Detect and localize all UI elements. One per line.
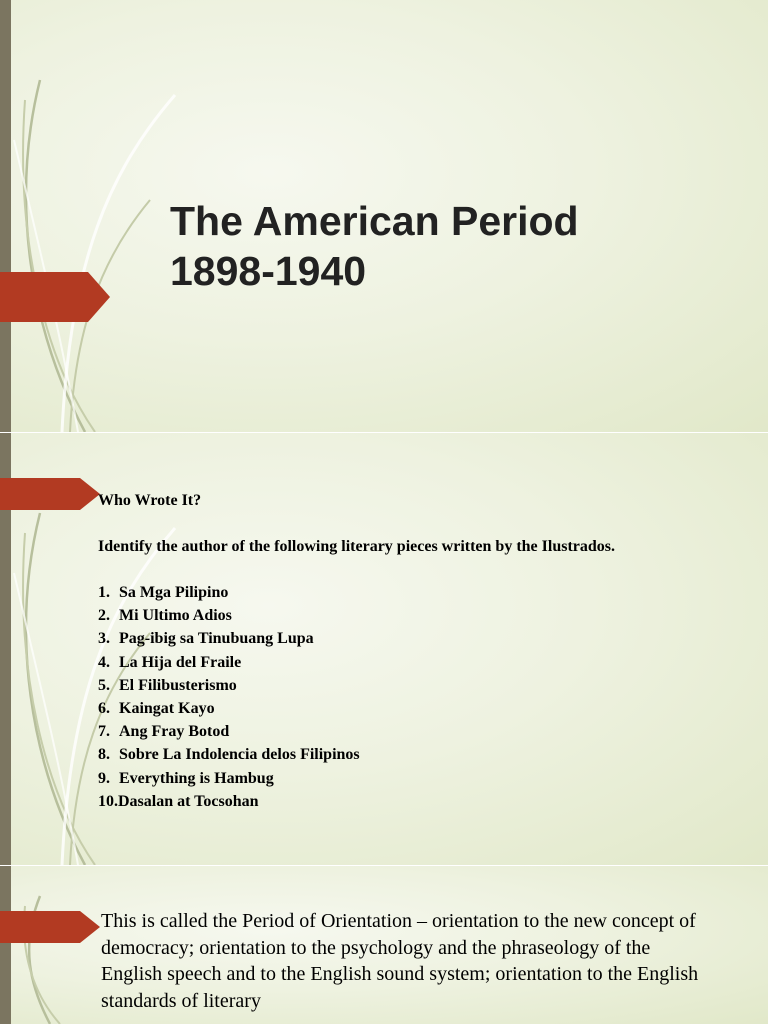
list-item [98,697,678,720]
list-item [98,720,678,743]
list-item-number: 2. [98,607,110,625]
list-item-number: 5. [98,676,110,694]
list-slide [0,433,768,865]
list-item [98,767,678,790]
list-item [98,651,678,674]
list-item-title: Pag-ibig sa Tinubuang Lupa [119,630,314,648]
list-item-number: 3. [98,630,110,648]
list-item-title: Sa Mga Pilipino [119,584,229,601]
list-item-number: 10. [98,792,118,810]
slide-heading: Who Wrote It? [98,492,202,509]
description-slide [0,866,768,1024]
list-item-title: La Hija del Fraile [119,653,242,671]
list-item-number: 6. [98,699,110,717]
list-item [98,743,678,766]
list-item-number: 9. [98,769,110,787]
instruction-text: Identify the author of the following literary pieces written by the Ilustrados. [98,538,615,555]
title-marker-arrow [0,272,110,322]
list-item-number: 8. [98,746,110,764]
list-item [98,604,678,627]
literary-pieces-list [98,581,678,813]
list-item-number: 7. [98,723,110,741]
list-item-number: 1. [98,584,110,601]
period-description: This is called the Period of Orientation – orientation to the new concept of democracy; orientation to the psychology and the phraseology of the English speech and to the English sound system; orientation to the English standards of literary [101,910,699,1012]
list-item [98,674,678,697]
title-line-2: 1898-1940 [170,248,367,294]
slide-title [170,196,579,296]
list-item [98,627,678,650]
slide-marker-arrow [0,478,100,510]
list-item-title: Sobre La Indolencia delos Filipinos [119,746,360,764]
list-item-title: Kaingat Kayo [119,699,215,717]
title-slide [0,0,768,432]
list-item [98,581,678,604]
list-item-title: El Filibusterismo [119,676,237,694]
list-item-title: Mi Ultimo Adios [119,607,232,625]
slide-marker-arrow [0,911,100,943]
title-line-1: The American Period [170,198,579,244]
list-item-title: Dasalan at Tocsohan [118,792,259,810]
list-item-title: Ang Fray Botod [119,723,230,741]
list-item [98,790,678,813]
list-item-title: Everything is Hambug [119,769,274,787]
slide-content [98,489,678,813]
list-item-number: 4. [98,653,110,671]
